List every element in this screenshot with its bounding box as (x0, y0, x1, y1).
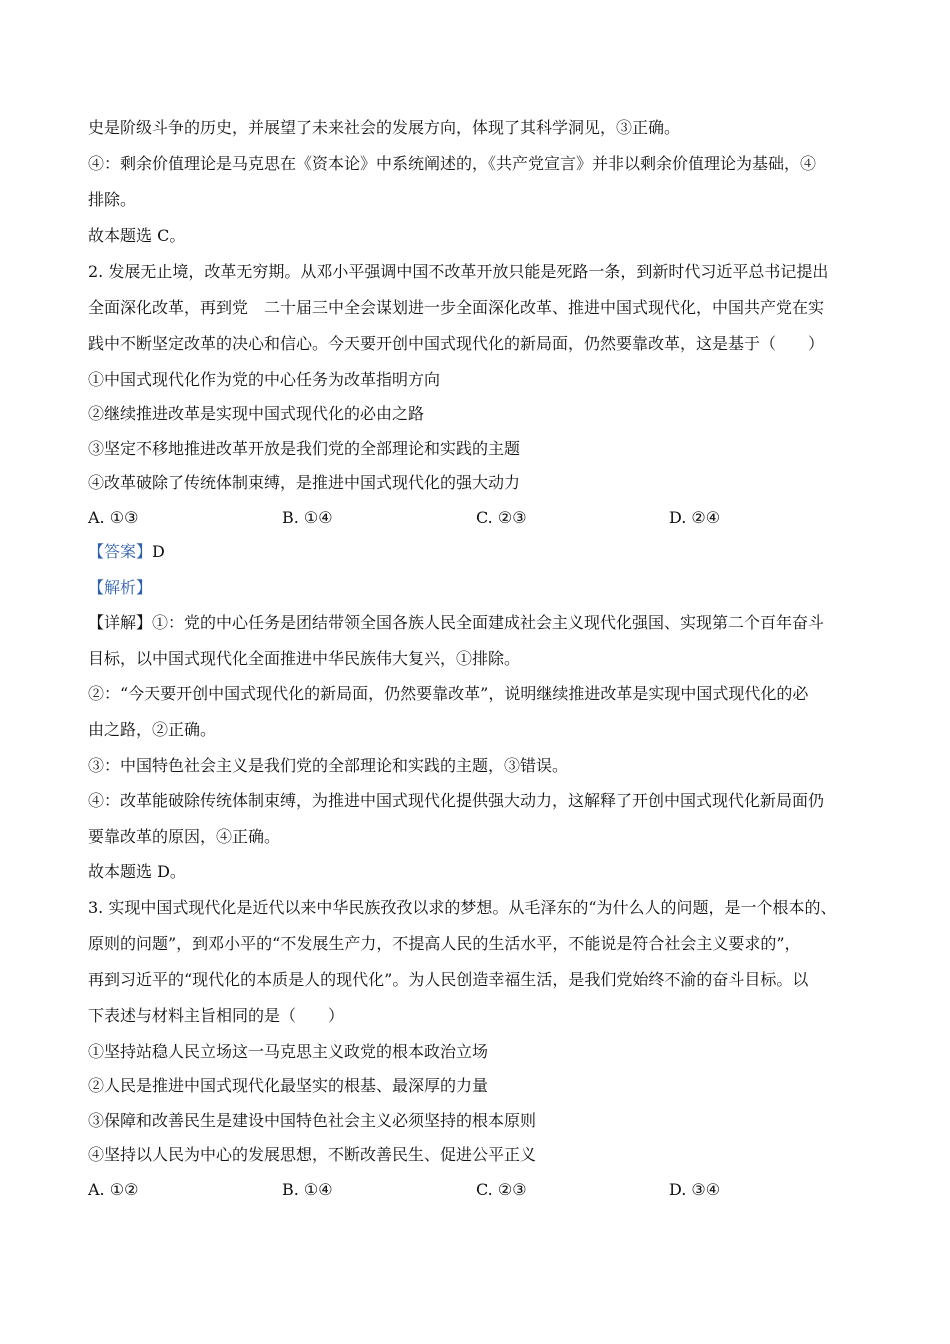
option-c: C. ②③ (476, 1180, 527, 1199)
text-line: ④：剩余价值理论是马克思在《资本论》中系统阐述的，《共产党宣言》并非以剩余价值理论为基础，④ (88, 154, 817, 173)
answer-label: 【答案】 (88, 542, 153, 561)
statement-item: ①坚持站稳人民立场这一马克思主义政党的根本政治立场 (88, 1042, 489, 1061)
statement-item: ①中国式现代化作为党的中心任务为改革指明方向 (88, 370, 441, 389)
detail-line: ②：“今天要开创中国式现代化的新局面，仍然要靠改革”，说明继续推进改革是实现中国式现代化的必 (88, 684, 809, 703)
question-3-stem: 再到习近平的“现代化的本质是人的现代化”。为人民创造幸福生活，是我们党始终不渝的奋斗目标。以 (88, 970, 809, 989)
answer-value: D (152, 542, 165, 561)
question-3-stem: 下表述与材料主旨相同的是（ ） (88, 1006, 345, 1025)
text-line: 故本题选 C。 (88, 226, 186, 245)
question-3-stem: 原则的问题”，到邓小平的“不发展生产力，不提高人民的生活水平，不能说是符合社会主义要求的”， (88, 934, 801, 953)
statement-item: ②人民是推进中国式现代化最坚实的根基、最深厚的力量 (88, 1076, 489, 1095)
question-2-stem: 践中不断坚定改革的决心和信心。今天要开创中国式现代化的新局面，仍然要靠改革，这是基于（ ） (88, 334, 825, 353)
detail-line: 由之路，②正确。 (88, 720, 217, 739)
option-a: A. ①③ (88, 508, 139, 527)
detail-line: 要靠改革的原因，④正确。 (88, 827, 281, 846)
detail-line: ④：改革能破除传统体制束缚，为推进中国式现代化提供强大动力，这解释了开创中国式现代化新局面仍 (88, 791, 825, 810)
option-d: D. ②④ (669, 508, 721, 527)
option-a: A. ①② (88, 1180, 139, 1199)
text-line: 史是阶级斗争的历史，并展望了未来社会的发展方向，体现了其科学洞见，③正确。 (88, 118, 681, 137)
option-b: B. ①④ (282, 508, 333, 527)
option-c: C. ②③ (476, 508, 527, 527)
detail-line: ③：中国特色社会主义是我们党的全部理论和实践的主题，③错误。 (88, 756, 569, 775)
question-3-stem: 3. 实现中国式现代化是近代以来中华民族孜孜以求的梦想。从毛泽东的“为什么人的问题，是一个根本的、 (88, 898, 837, 917)
statement-item: ②继续推进改革是实现中国式现代化的必由之路 (88, 404, 425, 423)
detail-line: 【详解】①：党的中心任务是团结带领全国各族人民全面建成社会主义现代化强国、实现第二个百年奋斗 (88, 613, 825, 632)
text-line: 排除。 (88, 190, 137, 209)
detail-line: 故本题选 D。 (88, 862, 186, 881)
question-2-stem: 全面深化改革，再到党 二十届三中全会谋划进一步全面深化改革、推进中国式现代化，中国共产党在实 (88, 298, 825, 317)
detail-line: 目标，以中国式现代化全面推进中华民族伟大复兴，①排除。 (88, 649, 521, 668)
analysis-label: 【解析】 (88, 578, 153, 597)
option-d: D. ③④ (669, 1180, 721, 1199)
statement-item: ③坚定不移地推进改革开放是我们党的全部理论和实践的主题 (88, 439, 521, 458)
statement-item: ③保障和改善民生是建设中国特色社会主义必须坚持的根本原则 (88, 1111, 537, 1130)
option-b: B. ①④ (282, 1180, 333, 1199)
question-2-stem: 2. 发展无止境，改革无穷期。从邓小平强调中国不改革开放只能是死路一条，到新时代习近平总书记提出 (88, 262, 829, 281)
answer-line (88, 542, 878, 562)
statement-item: ④改革破除了传统体制束缚，是推进中国式现代化的强大动力 (88, 473, 521, 492)
statement-item: ④坚持以人民为中心的发展思想，不断改善民生、促进公平正义 (88, 1145, 537, 1164)
